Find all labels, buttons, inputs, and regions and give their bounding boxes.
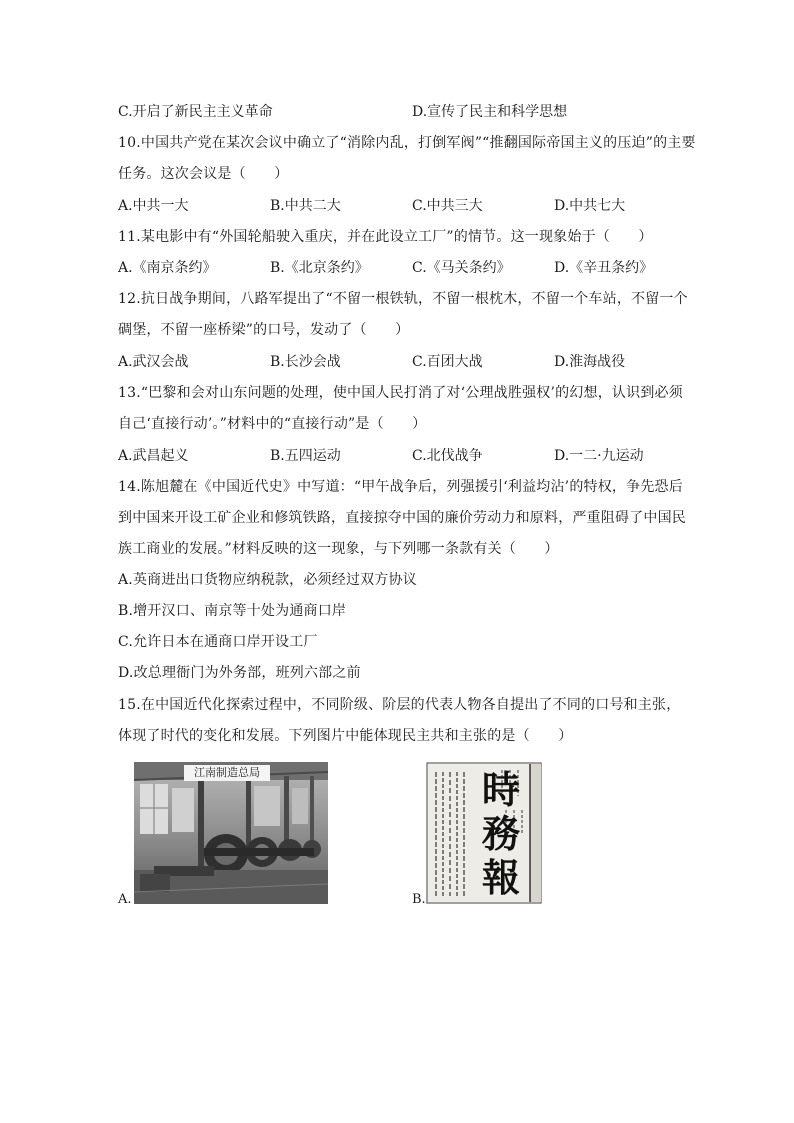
factory-photo-image	[134, 762, 328, 904]
q12-stem-line1: 12.抗日战争期间，八路军提出了“不留一根铁轨，不留一根枕木，不留一个车站，不留一个	[118, 291, 688, 307]
q15-figure-a-photo	[134, 762, 328, 904]
newspaper-masthead	[472, 768, 530, 900]
q11-option-b: B.《北京条约》	[270, 260, 369, 276]
q15-stem-line1: 15.在中国近代化探索过程中，不同阶级、阶层的代表人物各自提出了不同的口号和主张，	[118, 697, 681, 713]
q12-option-d: D.淮海战役	[554, 354, 626, 370]
q10-stem-line2: 任务。这次会议是（ ）	[118, 166, 289, 182]
q15-figure-a-label: A.	[118, 892, 132, 907]
q10-stem-line1: 10.中国共产党在某次会议中确立了“消除内乱，打倒军阀”“推翻国际帝国主义的压迫”的主要	[118, 135, 696, 151]
q13-stem-line1: 13.“巴黎和会对山东问题的处理，使中国人民打消了对‘公理战胜强权’的幻想，认识到必须	[118, 385, 683, 401]
q12-option-b: B.长沙会战	[270, 354, 341, 370]
q13-option-c: C.北伐战争	[412, 448, 483, 464]
masthead-char-3: 報	[481, 855, 520, 900]
q11-option-a: A.《南京条约》	[118, 260, 217, 276]
q13-option-b: B.五四运动	[270, 448, 341, 464]
q12-option-c: C.百团大战	[412, 354, 483, 370]
q10-option-a: A.中共一大	[118, 198, 189, 214]
q12-option-a: A.武汉会战	[118, 354, 189, 370]
q13-option-d: D.一二·九运动	[554, 448, 644, 464]
q15-stem-line2: 体现了时代的变化和发展。下列图片中能体现民主共和主张的是（ ）	[118, 728, 573, 744]
q13-stem-line2: 自己‘直接行动’。”材料中的“直接行动”是（ ）	[118, 416, 427, 432]
q14-option-b: B.增开汉口、南京等十处为通商口岸	[118, 603, 347, 619]
q14-stem-line1: 14.陈旭麓在《中国近代史》中写道：“甲午战争后，列强援引‘利益均沾’的特权，争先恐后	[118, 479, 683, 495]
q14-option-d: D.改总理衙门为外务部，班列六部之前	[118, 665, 361, 681]
masthead-char-1: 時	[481, 767, 520, 812]
q13-option-a: A.武昌起义	[118, 448, 189, 464]
q11-option-d: D.《辛丑条约》	[554, 260, 654, 276]
q14-stem-line3: 族工商业的发展。”材料反映的这一现象，与下列哪一条款有关（ ）	[118, 541, 559, 557]
factory-photo-caption: 江南制造总局	[184, 765, 270, 781]
q9-option-d: D.宣传了民主和科学思想	[412, 104, 568, 120]
q12-stem-line2: 碉堡，不留一座桥梁”的口号，发动了（ ）	[118, 322, 410, 338]
q10-option-b: B.中共二大	[270, 198, 341, 214]
q15-figure-b-newspaper	[426, 762, 542, 904]
q14-option-c: C.允许日本在通商口岸开设工厂	[118, 634, 318, 650]
q11-option-c: C.《马关条约》	[412, 260, 511, 276]
q10-option-c: C.中共三大	[412, 198, 483, 214]
q15-figure-b-label: B.	[412, 892, 426, 907]
q9-option-c: C.开启了新民主主义革命	[118, 104, 273, 120]
q11-stem-line1: 11.某电影中有“外国轮船驶入重庆，并在此设立工厂”的情节。这一现象始于（ ）	[118, 229, 653, 245]
q14-stem-line2: 到中国来开设工矿企业和修筑铁路，直接掠夺中国的廉价劳动力和原料，严重阻碍了中国民	[118, 510, 686, 526]
q14-option-a: A.英商进出口货物应纳税款，必须经过双方协议	[118, 572, 417, 588]
q10-option-d: D.中共七大	[554, 198, 626, 214]
masthead-char-2: 務	[481, 811, 520, 856]
